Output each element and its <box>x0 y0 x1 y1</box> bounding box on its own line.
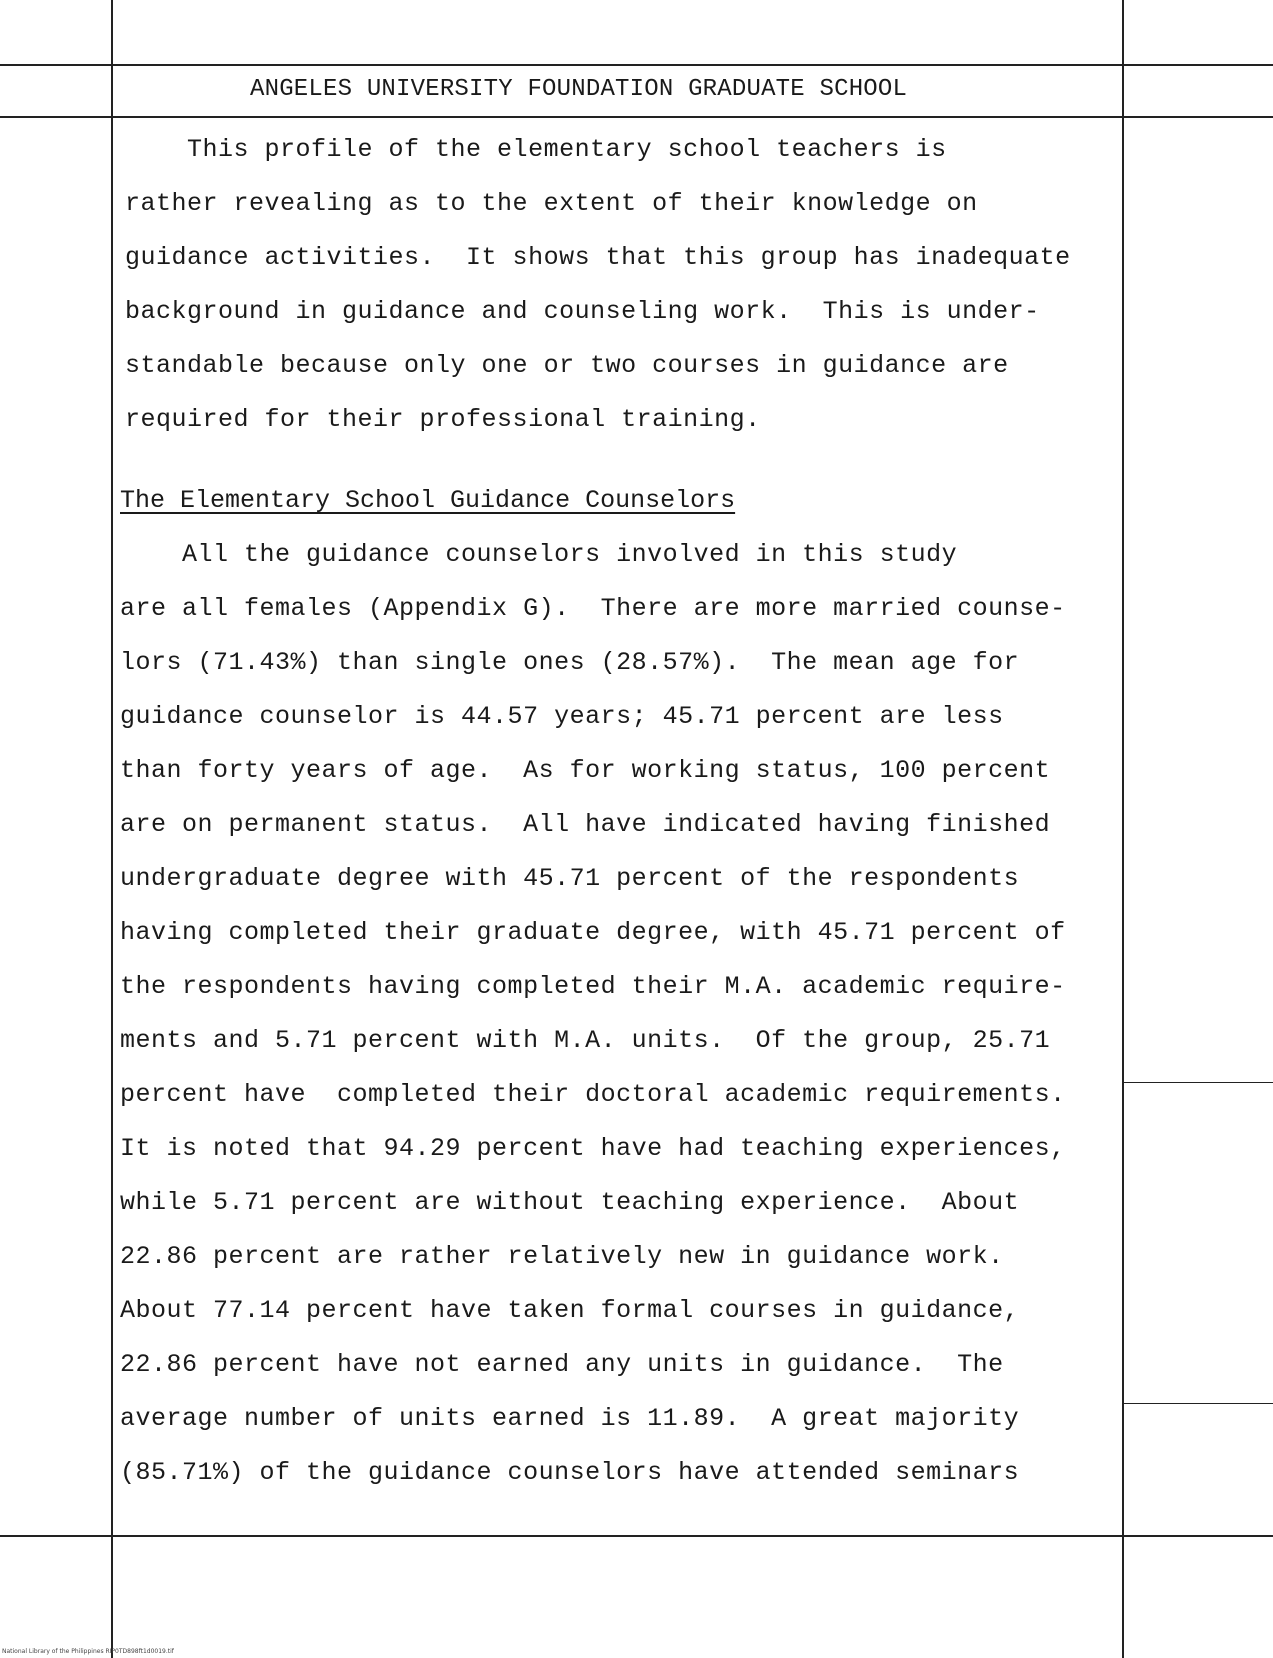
top-rule-1 <box>0 64 1273 66</box>
paragraph-line: than forty years of age. As for working status, 100 percent <box>120 756 1051 785</box>
right-tick-1 <box>1122 1082 1273 1083</box>
paragraph-line: (85.71%) of the guidance counselors have attended seminars <box>120 1458 1020 1487</box>
paragraph-line: guidance activities. It shows that this group has inadequate <box>125 243 1071 272</box>
paragraph-line: average number of units earned is 11.89. A great majority <box>120 1404 1020 1433</box>
right-tick-2 <box>1122 1403 1273 1404</box>
paragraph-line: the respondents having completed their M.A. academic require- <box>120 972 1066 1001</box>
paragraph-line: 22.86 percent are rather relatively new in guidance work. <box>120 1242 1004 1271</box>
right-margin-rule <box>1122 0 1124 1658</box>
paragraph-line: percent have completed their doctoral academic requirements. <box>120 1080 1066 1109</box>
paragraph-line: having completed their graduate degree, with 45.71 percent of <box>120 918 1066 947</box>
paragraph-line: undergraduate degree with 45.71 percent of the respondents <box>120 864 1020 893</box>
section-heading: The Elementary School Guidance Counselors <box>120 486 736 515</box>
paragraph-line: are all females (Appendix G). There are more married counse- <box>120 594 1066 623</box>
left-margin-rule <box>111 0 113 1658</box>
paragraph-line: It is noted that 94.29 percent have had teaching experiences, <box>120 1134 1066 1163</box>
school-header: ANGELES UNIVERSITY FOUNDATION GRADUATE SCHOOL <box>250 76 908 103</box>
paragraph-line: This profile of the elementary school teachers is <box>125 135 947 164</box>
paragraph-line: guidance counselor is 44.57 years; 45.71 percent are less <box>120 702 1004 731</box>
paragraph-line: 22.86 percent have not earned any units in guidance. The <box>120 1350 1004 1379</box>
paragraph-line: are on permanent status. All have indicated having finished <box>120 810 1051 839</box>
paragraph-line: lors (71.43%) than single ones (28.57%). The mean age for <box>120 648 1020 677</box>
paragraph-line: All the guidance counselors involved in this study <box>120 540 958 569</box>
top-rule-2 <box>0 116 1273 118</box>
paragraph-line: rather revealing as to the extent of their knowledge on <box>125 189 978 218</box>
scan-footer: National Library of the Philippines RIP0TD898ft1d0019.tif <box>2 1648 174 1655</box>
paragraph-line: while 5.71 percent are without teaching experience. About <box>120 1188 1020 1217</box>
bottom-rule <box>0 1535 1273 1537</box>
paragraph-line: background in guidance and counseling work. This is under- <box>125 297 1040 326</box>
paragraph-line: required for their professional training. <box>125 405 761 434</box>
paragraph-line: ments and 5.71 percent with M.A. units. Of the group, 25.71 <box>120 1026 1051 1055</box>
paragraph-line: standable because only one or two courses in guidance are <box>125 351 1009 380</box>
paragraph-line: About 77.14 percent have taken formal courses in guidance, <box>120 1296 1020 1325</box>
